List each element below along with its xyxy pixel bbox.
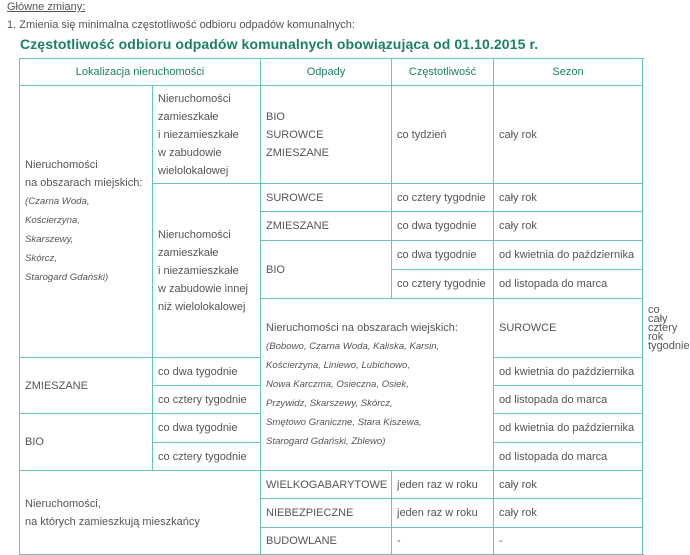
residents-label-1: Nieruchomości,	[25, 497, 101, 510]
season-cell: od kwietnia do października	[494, 241, 643, 270]
season-cell: -	[494, 528, 643, 555]
urban-label-1: Nieruchomości	[25, 159, 98, 171]
multifamily-line: Nieruchomości	[158, 92, 231, 105]
collection-schedule-table: Lokalizacja nieruchomości Odpady Częstotliwość Sezon Nieruchomości na obszarach miejskich: (Czarna Woda, Kościerzyna, Skarszewy, Skórcz, Starogard Gdański) Nieruchomości zamieszkałe i niezamieszkałe w zabudowie wielolokalowej BIO SUROWCE ZMIESZANE co tydzień cały rok Nieruchomości zamieszkałe i niezamieszkałe w zabudowie innej niż wielolokalowej SUROWCE co cztery tygodnie cały rok ZMIESZANE co dwa tygodnie cały rok BIO co dwa tygodnie od kwietnia do października co cztery tygodnie od listopada do marca Nieruchomości na obszarach wiejskich: (Bobowo, Czarna Woda, Kaliska, Karsin, Kościerzyna, Liniewo, Lubichowo, Nowa Karczma, Osieczna, Osiek, Przywidz, Skarszewy, Skórcz, Smętowo Graniczne, Stara Kiszewa, Starogard Gdański, Zblewo) SUROWCE co cztery tygodnie cały rok ZMIESZANE co dwa tygodnie od kwietnia do października co cztery tygodnie od listopada do marca BIO co dwa tygodnie od kwietnia do października co cztery tygodnie od listopada do marca Nieruchomości, na których zamieszkują mieszkańcy WIELKOGABARYTOWE jeden raz w roku cały rok NIEBEZPIECZNE jeden raz w roku cały rok BUDOWLANE - -	[19, 58, 643, 555]
waste-cell: SUROWCE	[494, 299, 643, 358]
season-cell: od listopada do marca	[494, 270, 643, 299]
rural-towns: Przywidz, Skarszewy, Skórcz,	[266, 397, 393, 409]
season-cell: od listopada do marca	[494, 443, 643, 471]
rural-towns: Smętowo Graniczne, Stara Kiszewa,	[266, 416, 422, 428]
waste-cell: BUDOWLANE	[261, 528, 392, 555]
waste-bio: BIO	[266, 110, 285, 123]
waste-zmieszane: ZMIESZANE	[266, 146, 329, 159]
other-line: i niezamieszkałe	[158, 264, 239, 277]
multifamily-line: i niezamieszkałe	[158, 128, 239, 141]
multifamily-line: zamieszkałe	[158, 110, 219, 123]
header-waste: Odpady	[261, 59, 392, 86]
urban-town: (Czarna Woda,	[25, 196, 90, 207]
rural-label: Nieruchomości na obszarach wiejskich:	[266, 321, 458, 334]
season-cell: cały rok	[494, 499, 643, 528]
frequency-cell: jeden raz w roku	[392, 499, 494, 528]
rural-towns: Kościerzyna, Liniewo, Lubichowo,	[266, 359, 410, 371]
season-cell: cały rok	[494, 184, 643, 212]
season-cell: cały rok	[494, 86, 643, 184]
urban-town: Starogard Gdański)	[25, 272, 109, 283]
season-cell: cały rok	[494, 212, 643, 241]
frequency-cell: jeden raz w roku	[392, 471, 494, 499]
frequency-cell: co dwa tygodnie	[153, 414, 261, 443]
residents-location-cell	[20, 471, 261, 555]
frequency-cell: -	[392, 528, 494, 555]
list-item-1: 1. Zmienia się minimalna częstotliwość odbioru odpadów komunalnych:	[7, 19, 355, 31]
urban-town: Skórcz,	[25, 253, 57, 264]
rural-towns: Nowa Karczma, Osieczna, Osiek,	[266, 378, 409, 390]
header-season: Sezon	[494, 59, 643, 86]
season-cell: od kwietnia do października	[494, 358, 643, 386]
header-frequency: Częstotliwość	[392, 59, 494, 86]
season-cell: od kwietnia do października	[494, 414, 643, 443]
waste-cell	[261, 86, 392, 184]
season-cell: od listopada do marca	[494, 386, 643, 414]
multifamily-line: wielolokalowej	[158, 164, 229, 177]
rural-towns: (Bobowo, Czarna Woda, Kaliska, Karsin,	[266, 340, 440, 352]
waste-cell: WIELKOGABARYTOWE	[261, 471, 392, 499]
frequency-cell: co cztery tygodnie	[153, 386, 261, 414]
other-line: zamieszkałe	[158, 246, 219, 259]
waste-cell: SUROWCE	[261, 184, 392, 212]
other-line: niż wielolokalowej	[158, 300, 246, 313]
section-heading: Główne zmiany:	[7, 1, 86, 13]
residents-label-2: na których zamieszkują mieszkańcy	[25, 515, 200, 528]
frequency-cell: co cztery tygodnie	[153, 443, 261, 471]
frequency-cell: co cztery tygodnie	[392, 270, 494, 299]
rural-towns: Starogard Gdański, Zblewo)	[266, 435, 386, 447]
waste-cell: BIO	[261, 241, 392, 299]
frequency-cell: co cztery tygodnie	[392, 184, 494, 212]
waste-cell: ZMIESZANE	[20, 358, 153, 414]
waste-cell: ZMIESZANE	[261, 212, 392, 241]
urban-other-cell	[153, 184, 261, 358]
other-line: w zabudowie innej	[158, 282, 248, 295]
urban-label-2: na obszarach miejskich:	[25, 177, 143, 189]
other-line: Nieruchomości	[158, 228, 231, 241]
rural-location-cell	[261, 299, 494, 471]
season-cell: cały rok	[494, 471, 643, 499]
urban-town: Skarszewy,	[25, 234, 74, 245]
frequency-cell: co dwa tygodnie	[153, 358, 261, 386]
frequency-cell: co dwa tygodnie	[392, 241, 494, 270]
urban-multifamily-cell	[153, 86, 261, 184]
urban-town: Kościerzyna,	[25, 215, 80, 226]
header-location: Lokalizacja nieruchomości	[20, 59, 261, 86]
waste-cell: BIO	[20, 414, 153, 471]
multifamily-line: w zabudowie	[158, 146, 222, 159]
frequency-cell: co dwa tygodnie	[392, 212, 494, 241]
waste-surowce: SUROWCE	[266, 128, 324, 141]
waste-cell: NIEBEZPIECZNE	[261, 499, 392, 528]
table-title: Częstotliwość odbioru odpadów komunalnych obowiązująca od 01.10.2015 r.	[20, 36, 539, 52]
urban-location-cell	[20, 86, 153, 358]
frequency-cell: co tydzień	[392, 86, 494, 184]
